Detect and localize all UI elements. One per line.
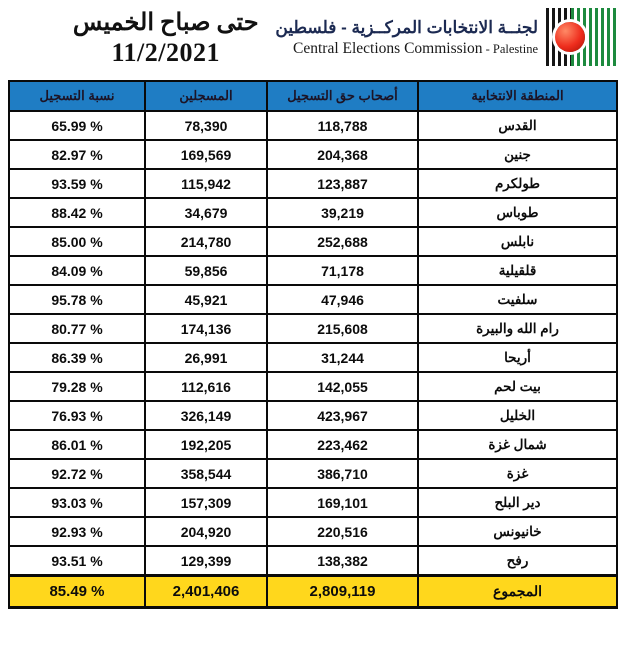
eligible-cell: 31,244 — [267, 343, 418, 372]
table-row — [9, 517, 617, 546]
table-row — [9, 459, 617, 488]
percent-cell: 65.99 % — [9, 111, 145, 140]
column-header-registered: المسجلين — [145, 81, 267, 111]
percent-cell: 93.59 % — [9, 169, 145, 198]
percent-cell: 84.09 % — [9, 256, 145, 285]
eligible-cell: 138,382 — [267, 546, 418, 576]
percent-cell: 86.39 % — [9, 343, 145, 372]
district-cell: نابلس — [418, 227, 617, 256]
percent-cell: 93.51 % — [9, 546, 145, 576]
registered-cell: 169,569 — [145, 140, 267, 169]
percent-cell: 92.72 % — [9, 459, 145, 488]
eligible-cell: 123,887 — [267, 169, 418, 198]
percent-cell: 86.01 % — [9, 430, 145, 459]
table-row — [9, 256, 617, 285]
district-cell: القدس — [418, 111, 617, 140]
total-percent-cell: 85.49 % — [9, 576, 145, 608]
registered-cell: 157,309 — [145, 488, 267, 517]
table-row — [9, 314, 617, 343]
page-header — [0, 0, 624, 80]
eligible-cell: 220,516 — [267, 517, 418, 546]
total-row — [9, 576, 617, 608]
registration-table — [8, 80, 618, 609]
percent-cell: 80.77 % — [9, 314, 145, 343]
district-cell: طوباس — [418, 198, 617, 227]
table-row — [9, 140, 617, 169]
registered-cell: 59,856 — [145, 256, 267, 285]
registered-cell: 78,390 — [145, 111, 267, 140]
registered-cell: 26,991 — [145, 343, 267, 372]
org-brand — [275, 8, 616, 66]
org-brand-text — [275, 16, 538, 58]
table-body — [9, 111, 617, 576]
percent-cell: 88.42 % — [9, 198, 145, 227]
registered-cell: 115,942 — [145, 169, 267, 198]
eligible-cell: 118,788 — [267, 111, 418, 140]
table-row — [9, 198, 617, 227]
table-row — [9, 546, 617, 576]
total-eligible-cell: 2,809,119 — [267, 576, 418, 608]
registered-cell: 112,616 — [145, 372, 267, 401]
eligible-cell: 252,688 — [267, 227, 418, 256]
registered-cell: 358,544 — [145, 459, 267, 488]
table-row — [9, 488, 617, 517]
district-cell: الخليل — [418, 401, 617, 430]
registered-cell: 214,780 — [145, 227, 267, 256]
registered-cell: 174,136 — [145, 314, 267, 343]
district-cell: رام الله والبيرة — [418, 314, 617, 343]
percent-cell: 95.78 % — [9, 285, 145, 314]
eligible-cell: 47,946 — [267, 285, 418, 314]
eligible-cell: 142,055 — [267, 372, 418, 401]
eligible-cell: 39,219 — [267, 198, 418, 227]
update-note-date: 11/2/2021 — [111, 38, 220, 67]
district-cell: سلفيت — [418, 285, 617, 314]
table-row — [9, 227, 617, 256]
percent-cell: 93.03 % — [9, 488, 145, 517]
registered-cell: 129,399 — [145, 546, 267, 576]
district-cell: قلقيلية — [418, 256, 617, 285]
table-row — [9, 111, 617, 140]
eligible-cell: 215,608 — [267, 314, 418, 343]
eligible-cell: 71,178 — [267, 256, 418, 285]
percent-cell: 76.93 % — [9, 401, 145, 430]
registered-cell: 34,679 — [145, 198, 267, 227]
district-cell: جنين — [418, 140, 617, 169]
logo-red-ball-icon — [555, 22, 585, 52]
total-registered-cell: 2,401,406 — [145, 576, 267, 608]
org-name-english — [275, 40, 538, 58]
eligible-cell: 223,462 — [267, 430, 418, 459]
eligible-cell: 204,368 — [267, 140, 418, 169]
percent-cell: 85.00 % — [9, 227, 145, 256]
district-cell: أريحا — [418, 343, 617, 372]
table-row — [9, 401, 617, 430]
org-name-english-sub: - Palestine — [482, 42, 538, 56]
registered-cell: 326,149 — [145, 401, 267, 430]
registered-cell: 204,920 — [145, 517, 267, 546]
percent-cell: 79.28 % — [9, 372, 145, 401]
table-header — [9, 81, 617, 111]
update-note-text: حتى صباح الخميس — [72, 10, 259, 36]
district-cell: بيت لحم — [418, 372, 617, 401]
district-cell: رفح — [418, 546, 617, 576]
eligible-cell: 169,101 — [267, 488, 418, 517]
table-row — [9, 285, 617, 314]
org-name-english-main: Central Elections Commission — [293, 40, 483, 57]
eligible-cell: 386,710 — [267, 459, 418, 488]
table-row — [9, 372, 617, 401]
registered-cell: 192,205 — [145, 430, 267, 459]
registered-cell: 45,921 — [145, 285, 267, 314]
update-note — [56, 8, 275, 68]
district-cell: خانيونس — [418, 517, 617, 546]
district-cell: شمال غزة — [418, 430, 617, 459]
district-cell: غزة — [418, 459, 617, 488]
table-row — [9, 343, 617, 372]
table-footer — [9, 576, 617, 608]
table-row — [9, 430, 617, 459]
table-header-row — [9, 81, 617, 111]
column-header-percent: نسبة التسجيل — [9, 81, 145, 111]
eligible-cell: 423,967 — [267, 401, 418, 430]
column-header-eligible: أصحاب حق التسجيل — [267, 81, 418, 111]
percent-cell: 82.97 % — [9, 140, 145, 169]
cec-logo-icon — [546, 8, 616, 66]
total-label-cell: المجموع — [418, 576, 617, 608]
district-cell: دير البلح — [418, 488, 617, 517]
percent-cell: 92.93 % — [9, 517, 145, 546]
district-cell: طولكرم — [418, 169, 617, 198]
column-header-district: المنطقة الانتخابية — [418, 81, 617, 111]
org-name-arabic: لجنــة الانتخابات المركــزية - فلسطين — [275, 18, 538, 37]
table-row — [9, 169, 617, 198]
